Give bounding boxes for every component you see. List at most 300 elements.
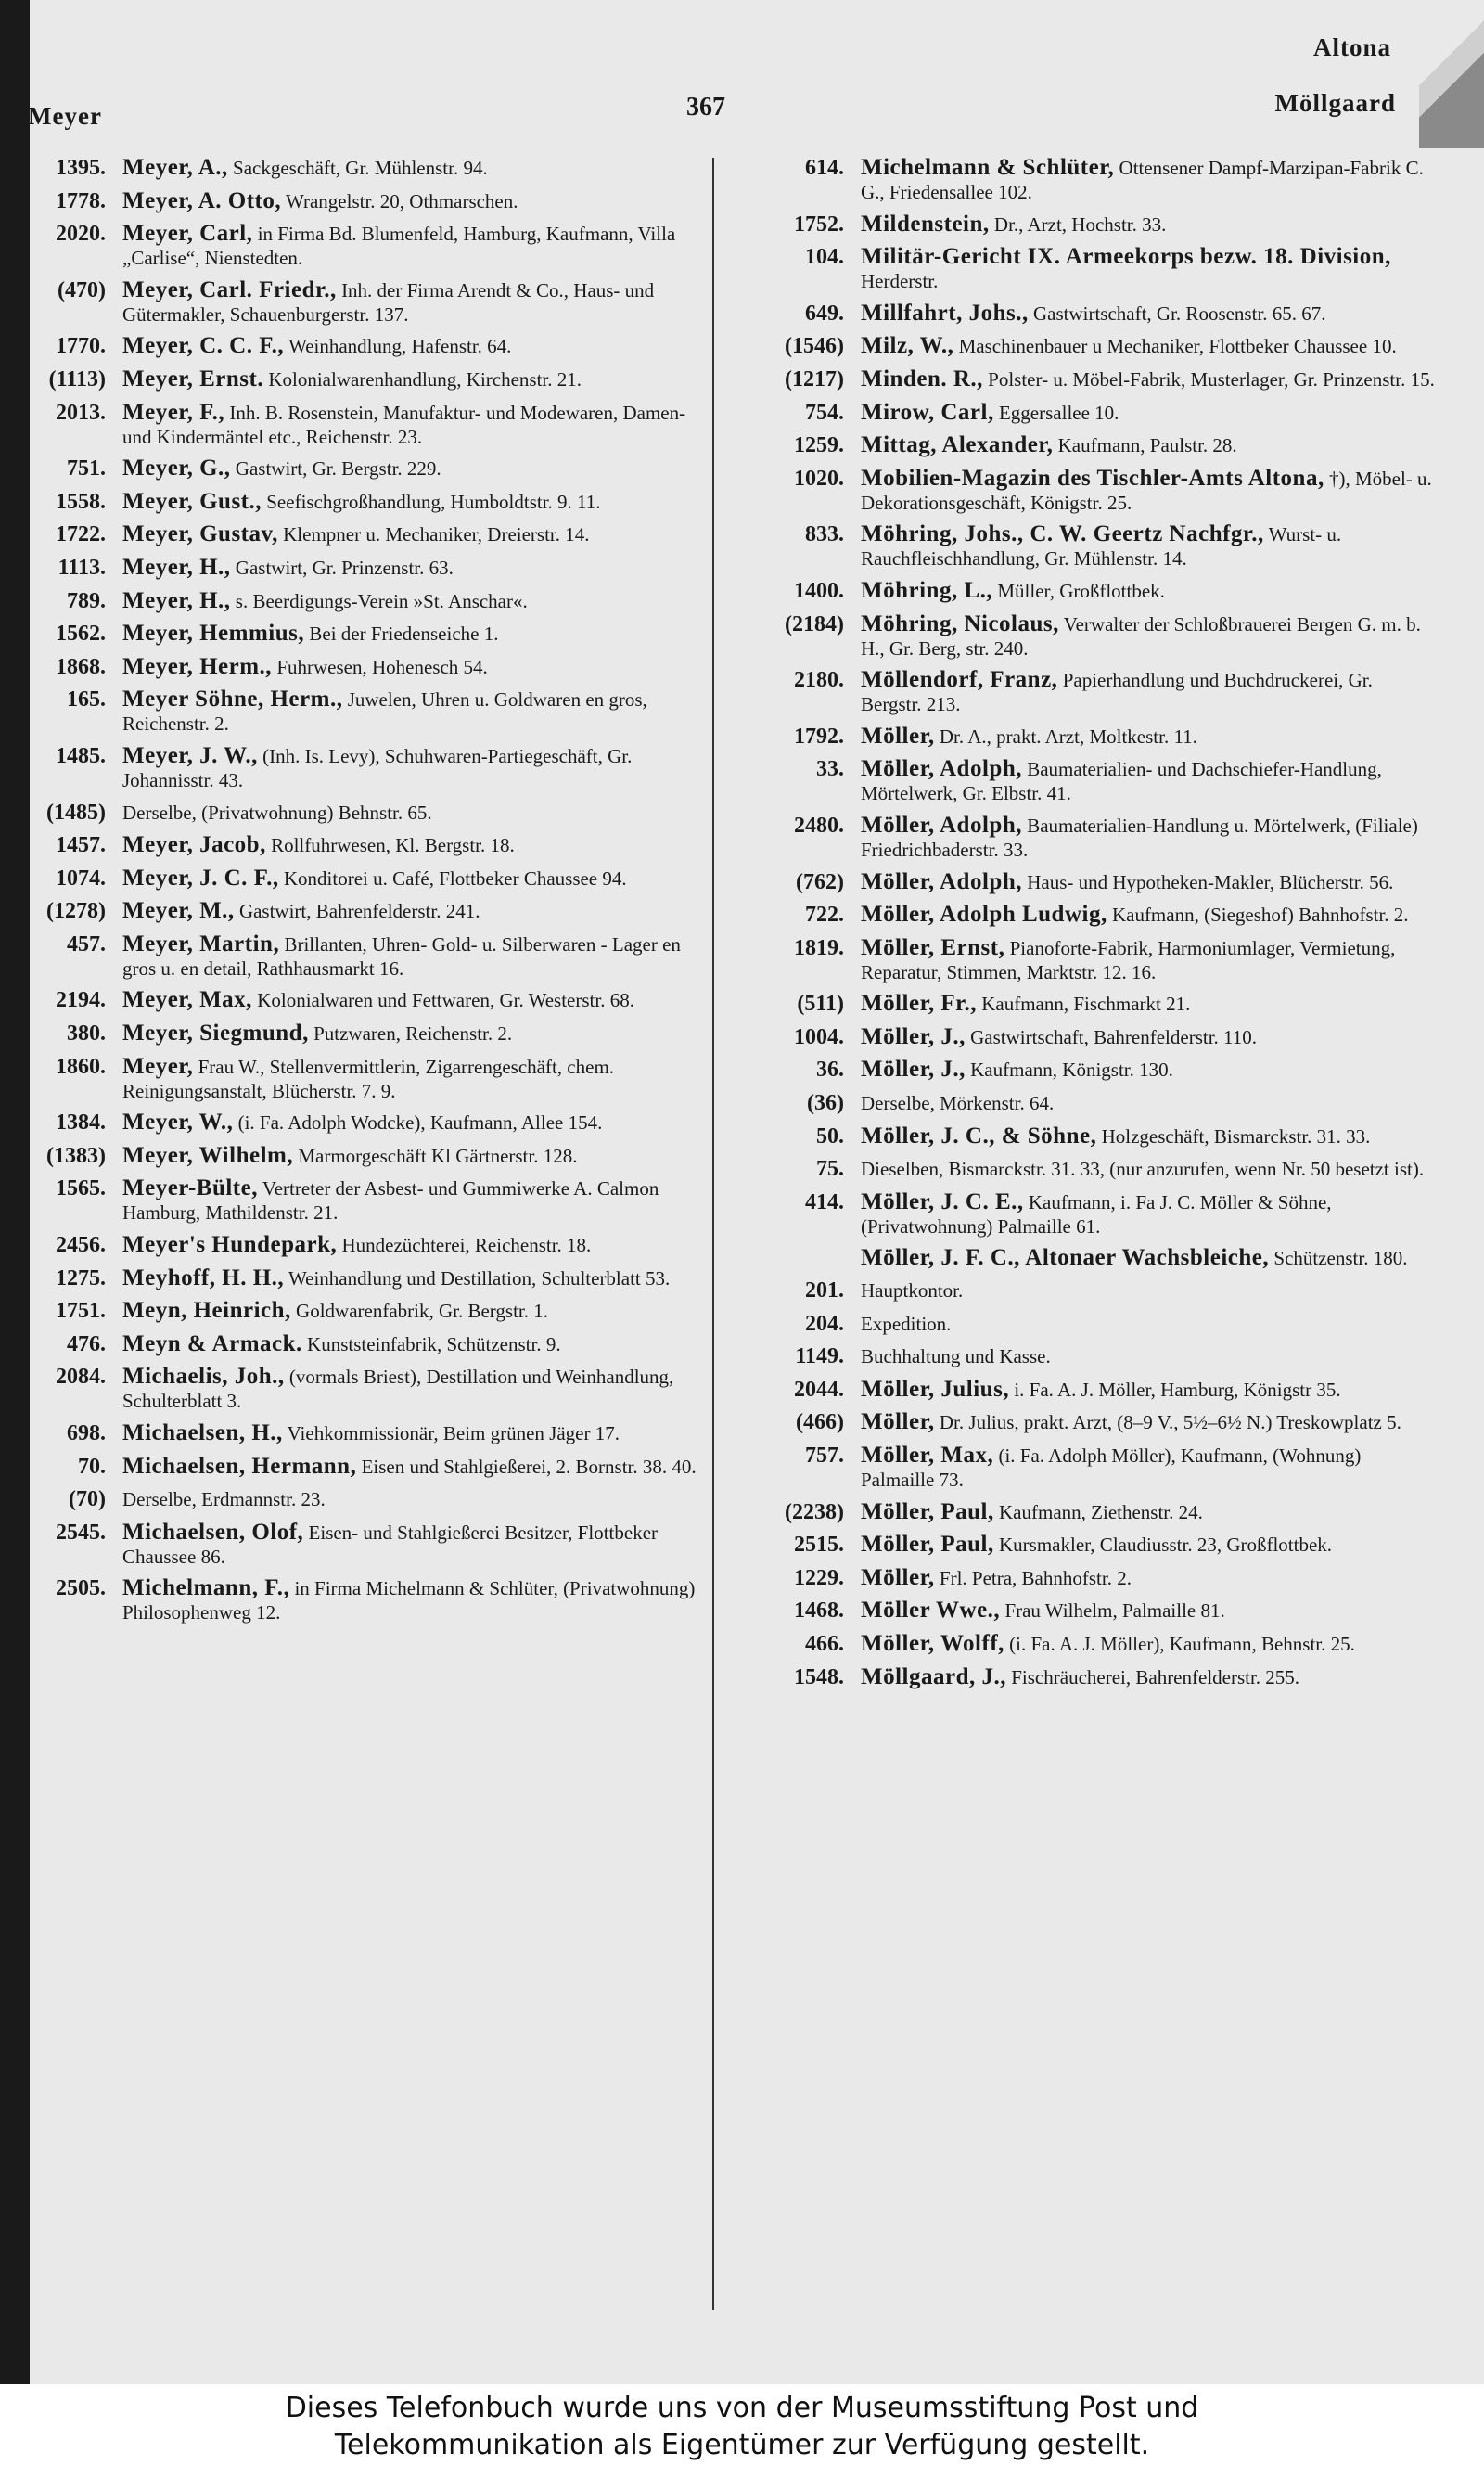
entry-details: Rollfuhrwesen, Kl. Bergstr. 18. — [271, 834, 515, 857]
entry-body — [122, 367, 714, 392]
entry-details: Bei der Friedenseiche 1. — [309, 623, 499, 646]
entry-name: Meyer, Carl. Friedr., — [122, 276, 337, 302]
entry-details: Putzwaren, Reichenstr. 2. — [313, 1022, 513, 1046]
entry-details: Kunststeinfabrik, Schützenstr. 9. — [307, 1332, 561, 1355]
entry-body — [861, 814, 1438, 862]
entry-details: Expedition. — [861, 1312, 952, 1335]
entry-phone-number: 754. — [805, 400, 844, 425]
entry-phone-number: 1400. — [794, 578, 844, 603]
entry-body — [861, 1312, 1438, 1336]
entry-body — [122, 490, 714, 514]
entry-body — [122, 334, 714, 358]
entry-body — [122, 556, 714, 580]
directory-entry — [733, 302, 1438, 327]
entry-name: Meyer, H., — [122, 554, 231, 580]
entry-name: Meyer's Hundepark, — [122, 1232, 338, 1258]
entry-name: Meyer, Herm., — [122, 653, 273, 679]
entry-body — [122, 744, 714, 792]
directory-entry — [733, 433, 1438, 458]
entry-phone-number: 36. — [816, 1058, 844, 1083]
entry-phone-number: 1149. — [795, 1344, 844, 1369]
binding-edge — [0, 0, 30, 2384]
entry-body — [122, 1421, 714, 1445]
directory-entry — [733, 1344, 1438, 1369]
entry-phone-number: 2044. — [794, 1377, 844, 1402]
entry-details: Hundezüchterei, Reichenstr. 18. — [341, 1234, 592, 1257]
directory-entry — [733, 1058, 1438, 1083]
entry-body — [861, 212, 1438, 237]
entry-body — [122, 1576, 714, 1624]
entry-body — [861, 1378, 1438, 1402]
entry-name: Meyer-Bülte, — [122, 1175, 258, 1201]
directory-entry — [32, 1299, 714, 1324]
entry-details: Viehkommissionär, Beim grünen Jäger 17. — [287, 1422, 620, 1444]
directory-entry — [733, 668, 1438, 716]
entry-name: Millfahrt, Johs., — [861, 300, 1029, 326]
directory-entry — [32, 367, 714, 392]
entry-name: Möller, J. C. E., — [861, 1188, 1024, 1214]
entry-details: Kaufmann, Ziethenstr. 24. — [999, 1500, 1203, 1523]
directory-entry — [32, 1021, 714, 1046]
entry-name: Meyer Söhne, Herm., — [122, 687, 343, 713]
entry-name: Möller, Paul, — [861, 1532, 994, 1558]
directory-entry — [733, 1124, 1438, 1149]
entry-body — [861, 156, 1438, 204]
entry-phone-number: (1383) — [46, 1143, 106, 1168]
entry-name: Meyhoff, H. H., — [122, 1265, 285, 1290]
entry-phone-number: 1395. — [56, 156, 106, 180]
directory-entry — [733, 579, 1438, 604]
entry-details: Dieselben, Bismarckstr. 31. 33, (nur anzurufen, wenn Nr. 50 besetzt ist). — [861, 1158, 1425, 1181]
entry-phone-number: (2238) — [785, 1499, 844, 1524]
directory-entry — [733, 1598, 1438, 1624]
entry-name: Militär-Gericht IX. Armeekorps bezw. 18. Division, — [861, 244, 1391, 270]
entry-name: Michelmann & Schlüter, — [861, 155, 1115, 180]
directory-entry — [32, 655, 714, 680]
right-column — [733, 156, 1438, 1698]
entry-details: Klempner u. Mechaniker, Dreierstr. 14. — [283, 523, 590, 546]
entry-name: Möller, J. F. C., Altonaer Wachsbleiche, — [861, 1245, 1270, 1271]
entry-phone-number: 1558. — [56, 489, 106, 514]
directory-entry — [733, 1190, 1438, 1239]
entry-details: (i. Fa. Adolph Möller), Kaufmann, (Wohnung) Palmaille 73. — [861, 1444, 1362, 1491]
entry-details: Baumaterialien-Handlung u. Mörtelwerk, (Filiale) Friedrichbaderstr. 33. — [861, 814, 1418, 861]
entry-body — [861, 1157, 1438, 1181]
page-number: 367 — [686, 93, 725, 122]
entry-body — [122, 1176, 714, 1225]
entry-details: (Inh. Is. Levy), Schuhwaren-Partiegeschäft, Gr. Johannisstr. 43. — [122, 744, 633, 791]
entry-phone-number: 1548. — [794, 1664, 844, 1689]
entry-name: Meyer, Max, — [122, 987, 252, 1013]
entry-phone-number: (511) — [797, 992, 844, 1017]
entry-phone-number: 722. — [805, 903, 844, 928]
entry-details: Kolonialwaren und Fettwaren, Gr. Westerstr. 68. — [257, 989, 634, 1012]
entry-details: Seefischgroßhandlung, Humboldtstr. 9. 11. — [266, 490, 601, 513]
entry-body — [122, 988, 714, 1012]
directory-entry — [32, 622, 714, 647]
entry-details: Konditorei u. Café, Flottbeker Chaussee 94. — [283, 867, 627, 890]
entry-phone-number: 2480. — [794, 813, 844, 838]
entry-phone-number: 201. — [805, 1278, 844, 1303]
entry-body — [861, 1665, 1438, 1689]
entry-phone-number: 50. — [816, 1123, 844, 1149]
entry-phone-number: 1113. — [58, 555, 106, 580]
entry-phone-number: 2456. — [56, 1233, 106, 1258]
directory-entry — [733, 1632, 1438, 1657]
entry-name: Möller, Max, — [861, 1443, 994, 1468]
entry-phone-number: (2184) — [785, 611, 844, 636]
entry-body — [122, 1233, 714, 1257]
entry-name: Meyer, Gust., — [122, 488, 262, 514]
entry-body — [861, 1278, 1438, 1303]
entry-details: Inh. der Firma Arendt & Co., Haus- und Gütermakler, Schauenburgerstr. 137. — [122, 278, 655, 326]
entry-details: Derselbe, Erdmannstr. 23. — [122, 1488, 326, 1511]
directory-entry — [733, 1157, 1438, 1182]
directory-entry — [32, 687, 714, 736]
entry-name: Meyer, Jacob, — [122, 832, 266, 858]
entry-details: (i. Fa. A. J. Möller), Kaufmann, Behnstr. 25. — [1009, 1632, 1355, 1655]
entry-details: Kaufmann, Königstr. 130. — [970, 1059, 1173, 1082]
entry-name: Möller, — [861, 1409, 935, 1435]
entry-details: Holzgeschäft, Bismarckstr. 31. 33. — [1101, 1124, 1371, 1148]
entry-name: Michelmann, F., — [122, 1575, 290, 1601]
entry-phone-number: 1562. — [56, 622, 106, 647]
entry-phone-number: 2194. — [56, 988, 106, 1013]
entry-name: Milz, W., — [861, 333, 954, 359]
entry-details: Juwelen, Uhren u. Goldwaren en gros, Reichenstr. 2. — [122, 688, 647, 736]
entry-phone-number: 1074. — [56, 866, 106, 891]
directory-entry — [733, 612, 1438, 661]
entry-body — [861, 302, 1438, 326]
entry-phone-number: 1778. — [56, 188, 106, 213]
entry-body — [861, 1025, 1438, 1049]
directory-entry — [32, 522, 714, 547]
directory-entry — [32, 490, 714, 515]
entry-phone-number: 1792. — [794, 724, 844, 749]
directory-entry — [32, 1176, 714, 1225]
entry-name: Michaelsen, Olof, — [122, 1519, 304, 1545]
directory-entry — [733, 212, 1438, 238]
directory-entry — [733, 1312, 1438, 1337]
entry-details: Haus- und Hypotheken-Makler, Blücherstr. 56. — [1027, 870, 1394, 893]
entry-name: Meyn & Armack. — [122, 1330, 302, 1356]
directory-entry — [733, 245, 1438, 293]
entry-details: Weinhandlung und Destillation, Schulterblatt 53. — [288, 1266, 671, 1290]
entry-details: Gastwirt, Gr. Bergstr. 229. — [235, 457, 441, 481]
entry-body — [122, 801, 714, 825]
entry-details: (vormals Briest), Destillation und Weinhandlung, Schulterblatt 3. — [122, 1366, 674, 1413]
header-last-name: Möllgaard — [1274, 89, 1396, 117]
entry-body — [861, 870, 1438, 894]
directory-entry — [733, 467, 1438, 515]
entry-phone-number: 1752. — [794, 212, 844, 237]
directory-entry — [733, 992, 1438, 1017]
header-first-name: Meyer — [28, 102, 102, 130]
entry-body — [861, 334, 1438, 358]
entry-body — [861, 579, 1438, 603]
entry-details: Vertreter der Asbest- und Gummiwerke A. Calmon Hamburg, Mathildenstr. 21. — [122, 1177, 659, 1225]
entry-details: Inh. B. Rosenstein, Manufaktur- und Modewaren, Damen- und Kindermäntel etc., Reichenstr. 23. — [122, 401, 686, 448]
entry-phone-number: 165. — [67, 687, 106, 713]
directory-entry — [733, 757, 1438, 805]
entry-phone-number: 698. — [67, 1421, 106, 1445]
entry-body — [122, 1521, 714, 1569]
entry-name: Meyer, M., — [122, 898, 235, 924]
entry-details: Fischräucherei, Bahrenfelderstr. 255. — [1011, 1665, 1300, 1688]
entry-details: Frl. Petra, Bahnhofstr. 2. — [939, 1566, 1132, 1589]
entry-details: (i. Fa. Adolph Wodcke), Kaufmann, Allee 154. — [237, 1111, 603, 1135]
entry-body — [861, 433, 1438, 457]
entry-phone-number: 1485. — [56, 743, 106, 768]
directory-entry — [733, 814, 1438, 862]
directory-entry — [733, 1025, 1438, 1050]
directory-entry — [32, 988, 714, 1013]
entry-name: Meyer, Martin, — [122, 931, 280, 956]
entry-name: Mobilien-Magazin des Tischler-Amts Altona, — [861, 465, 1324, 491]
entry-details: Dr. Julius, prakt. Arzt, (8–9 V., 5½–6½ N.) Treskowplatz 5. — [939, 1411, 1401, 1434]
directory-entry — [32, 1055, 714, 1103]
entry-phone-number: 1770. — [56, 334, 106, 359]
entry-body — [122, 222, 714, 270]
entry-name: Möller, — [861, 1564, 935, 1590]
entry-body — [861, 522, 1438, 571]
directory-entry — [733, 1566, 1438, 1591]
entry-body — [861, 1091, 1438, 1115]
entry-name: Meyer, G., — [122, 456, 231, 481]
entry-details: Verwalter der Schloßbrauerei Bergen G. m. b. H., Gr. Berg, str. 240. — [861, 612, 1421, 660]
entry-name: Möller, Adolph, — [861, 756, 1022, 782]
entry-phone-number: 466. — [805, 1631, 844, 1656]
entry-body — [861, 1246, 1438, 1270]
directory-entry — [32, 401, 714, 449]
directory-entry — [733, 903, 1438, 928]
entry-phone-number: 414. — [805, 1189, 844, 1214]
entry-name: Möller, Paul, — [861, 1498, 994, 1524]
directory-entry — [733, 870, 1438, 895]
entry-phone-number: 2013. — [56, 400, 106, 425]
entry-phone-number: 2545. — [56, 1520, 106, 1545]
directory-entry — [32, 456, 714, 481]
entry-details: Eisen- und Stahlgießerei Besitzer, Flottbeker Chaussee 86. — [122, 1521, 659, 1568]
entry-body — [122, 401, 714, 449]
directory-entry — [733, 1378, 1438, 1403]
entry-details: Derselbe, (Privatwohnung) Behnstr. 65. — [122, 801, 432, 824]
entry-details: Gastwirtschaft, Bahrenfelderstr. 110. — [970, 1025, 1258, 1048]
entry-name: Meyer, J. W., — [122, 742, 258, 768]
entry-details: Wrangelstr. 20, Othmarschen. — [286, 189, 518, 212]
entry-body — [122, 1144, 714, 1168]
entry-phone-number: 1259. — [794, 433, 844, 458]
directory-entry — [733, 156, 1438, 204]
entry-phone-number: 2180. — [794, 668, 844, 693]
entry-phone-number: 2020. — [56, 222, 106, 247]
directory-entry — [32, 744, 714, 792]
directory-entry — [32, 1266, 714, 1291]
entry-details: Weinhandlung, Hafenstr. 64. — [288, 335, 512, 358]
header-place: Altona — [1312, 33, 1391, 61]
entry-phone-number: (466) — [796, 1410, 844, 1435]
entry-name: Mittag, Alexander, — [861, 432, 1054, 458]
directory-entry — [733, 936, 1438, 984]
entry-name: Möller, — [861, 723, 935, 749]
directory-entry — [32, 1487, 714, 1512]
entry-phone-number: 1751. — [56, 1299, 106, 1324]
entry-phone-number: 614. — [805, 156, 844, 180]
entry-details: Goldwarenfabrik, Gr. Bergstr. 1. — [296, 1300, 549, 1323]
directory-entry — [733, 1246, 1438, 1270]
entry-phone-number: (1278) — [46, 899, 106, 924]
entry-name: Meyer, A. Otto, — [122, 187, 282, 213]
directory-entry — [32, 556, 714, 581]
entry-details: Hauptkontor. — [861, 1279, 964, 1303]
entry-phone-number: (762) — [796, 869, 844, 894]
entry-phone-number: 104. — [805, 245, 844, 270]
directory-entry — [32, 1233, 714, 1258]
entry-details: Dr., Arzt, Hochstr. 33. — [993, 212, 1167, 236]
entry-details: Pianoforte-Fabrik, Harmoniumlager, Vermietung, Reparatur, Stimmen, Marktstr. 12. 16. — [861, 936, 1396, 983]
entry-body — [861, 1124, 1438, 1149]
entry-name: Möller Wwe., — [861, 1598, 1001, 1624]
entry-body — [861, 725, 1438, 749]
entry-body — [122, 189, 714, 213]
entry-phone-number: 75. — [816, 1157, 844, 1182]
entry-phone-number: 380. — [67, 1021, 106, 1046]
entry-name: Minden. R., — [861, 366, 983, 392]
entry-details: in Firma Bd. Blumenfeld, Hamburg, Kaufmann, Villa „Carlise“, Nienstedten. — [122, 223, 676, 270]
entry-details: Dr. A., prakt. Arzt, Moltkestr. 11. — [939, 725, 1197, 748]
directory-entry — [32, 278, 714, 327]
directory-entry — [32, 1111, 714, 1136]
entry-phone-number: (1485) — [46, 800, 106, 825]
entry-body — [861, 1058, 1438, 1082]
entry-body — [122, 1266, 714, 1290]
entry-name: Michaelis, Joh., — [122, 1364, 285, 1390]
directory-entry — [32, 801, 714, 826]
entry-name: Meyer, F., — [122, 399, 225, 425]
entry-details: Gastwirt, Gr. Prinzenstr. 63. — [235, 556, 454, 579]
entry-body — [861, 1190, 1438, 1239]
entry-details: Baumaterialien- und Dachschiefer-Handlung, Mörtelwerk, Gr. Elbstr. 41. — [861, 758, 1382, 805]
entry-name: Möller, Wolff, — [861, 1630, 1004, 1656]
entry-body — [122, 522, 714, 546]
entry-details: Schützenstr. 180. — [1273, 1247, 1408, 1270]
entry-name: Möllgaard, J., — [861, 1663, 1006, 1689]
entry-name: Möller, Fr., — [861, 991, 977, 1017]
directory-entry — [733, 1410, 1438, 1435]
entry-body — [861, 245, 1438, 293]
directory-entry — [32, 867, 714, 892]
entry-body — [861, 1598, 1438, 1623]
entry-body — [861, 467, 1438, 515]
directory-entry — [32, 1455, 714, 1480]
entry-body — [122, 1299, 714, 1323]
entry-name: Möhring, Nicolaus, — [861, 610, 1059, 636]
entry-details: Kaufmann, i. Fa J. C. Möller & Söhne, (Privatwohnung) Palmaille 61. — [861, 1190, 1332, 1238]
directory-entry — [32, 899, 714, 924]
entry-details: Gastwirtschaft, Gr. Roosenstr. 65. 67. — [1032, 302, 1326, 325]
entry-details: Kaufmann, Paulstr. 28. — [1057, 434, 1237, 457]
entry-name: Möller, Adolph, — [861, 812, 1022, 838]
entry-phone-number: 833. — [805, 522, 844, 547]
entry-details: Eisen und Stahlgießerei, 2. Bornstr. 38. 40. — [361, 1455, 697, 1478]
entry-phone-number: 457. — [67, 931, 106, 956]
entry-name: Meyer, Siegmund, — [122, 1021, 309, 1046]
entry-name: Möller, Julius, — [861, 1376, 1010, 1402]
directory-entry — [32, 189, 714, 214]
entry-name: Meyer, H., — [122, 587, 231, 613]
entry-phone-number: (1113) — [48, 366, 106, 392]
entry-body — [122, 156, 714, 180]
entry-details: Sackgeschäft, Gr. Mühlenstr. 94. — [233, 157, 488, 179]
entry-body — [861, 1444, 1438, 1492]
entry-body — [861, 1566, 1438, 1590]
directory-entry — [733, 1500, 1438, 1525]
entry-body — [122, 278, 714, 327]
entry-body — [122, 833, 714, 857]
entry-details: Wurst- u. Rauchfleischhandlung, Gr. Mühlenstr. 14. — [861, 523, 1342, 571]
entry-phone-number: 1868. — [56, 654, 106, 679]
entry-phone-number: (36) — [807, 1091, 844, 1116]
entry-details: †), Möbel- u. Dekorationsgeschäft, Königstr. 25. — [861, 467, 1432, 514]
entry-phone-number: 1020. — [794, 466, 844, 491]
entry-phone-number: 1565. — [56, 1176, 106, 1201]
footer-line-1: Dieses Telefonbuch wurde uns von der Museumsstiftung Post und — [285, 2392, 1199, 2424]
entry-name: Möller, Adolph Ludwig, — [861, 902, 1107, 928]
directory-entry — [32, 1332, 714, 1357]
directory-entry — [733, 1444, 1438, 1492]
entry-body — [861, 1533, 1438, 1557]
entry-name: Möller, J. C., & Söhne, — [861, 1123, 1097, 1149]
entry-name: Meyer, A., — [122, 155, 228, 180]
entry-body — [861, 1500, 1438, 1524]
entry-phone-number: 757. — [805, 1444, 844, 1468]
entry-details: Kaufmann, Fischmarkt 21. — [981, 993, 1191, 1016]
entry-phone-number: 2084. — [56, 1365, 106, 1390]
entry-phone-number: 789. — [67, 588, 106, 613]
entry-details: Papierhandlung und Buchdruckerei, Gr. Bergstr. 213. — [861, 669, 1373, 716]
entry-details: Marmorgeschäft Kl Gärtnerstr. 128. — [298, 1144, 578, 1167]
directory-entry — [733, 1091, 1438, 1116]
entry-details: Kaufmann, (Siegeshof) Bahnhofstr. 2. — [1111, 904, 1409, 927]
directory-entry — [733, 725, 1438, 750]
entry-name: Meyn, Heinrich, — [122, 1298, 291, 1324]
entry-phone-number: 751. — [67, 456, 106, 481]
entry-phone-number: 1860. — [56, 1054, 106, 1079]
entry-body — [122, 1365, 714, 1413]
entry-details: Frau W., Stellenvermittlerin, Zigarrengeschäft, chem. Reinigungsanstalt, Blücherstr. 7. 9. — [122, 1055, 615, 1102]
entry-name: Meyer, Ernst. — [122, 366, 264, 392]
directory-entry — [32, 1144, 714, 1169]
entry-body — [122, 867, 714, 891]
entry-phone-number: 1229. — [794, 1565, 844, 1590]
entry-body — [861, 936, 1438, 984]
entry-name: Michaelsen, H., — [122, 1420, 283, 1445]
directory-entry — [32, 833, 714, 858]
entry-body — [861, 992, 1438, 1016]
entry-body — [122, 932, 714, 981]
entry-phone-number: 2505. — [56, 1576, 106, 1601]
entry-body — [861, 1410, 1438, 1434]
directory-entry — [733, 334, 1438, 359]
footer-line-2: Telekommunikation als Eigentümer zur Verfügung gestellt. — [334, 2429, 1150, 2461]
entry-details: Müller, Großflottbek. — [997, 579, 1165, 602]
entry-details: Buchhaltung und Kasse. — [861, 1345, 1051, 1368]
directory-entry — [32, 222, 714, 270]
entry-details: i. Fa. A. J. Möller, Hamburg, Königstr 35. — [1014, 1378, 1341, 1401]
directory-entry — [733, 401, 1438, 426]
entry-details: Derselbe, Mörkenstr. 64. — [861, 1092, 1055, 1115]
entry-body — [122, 622, 714, 646]
